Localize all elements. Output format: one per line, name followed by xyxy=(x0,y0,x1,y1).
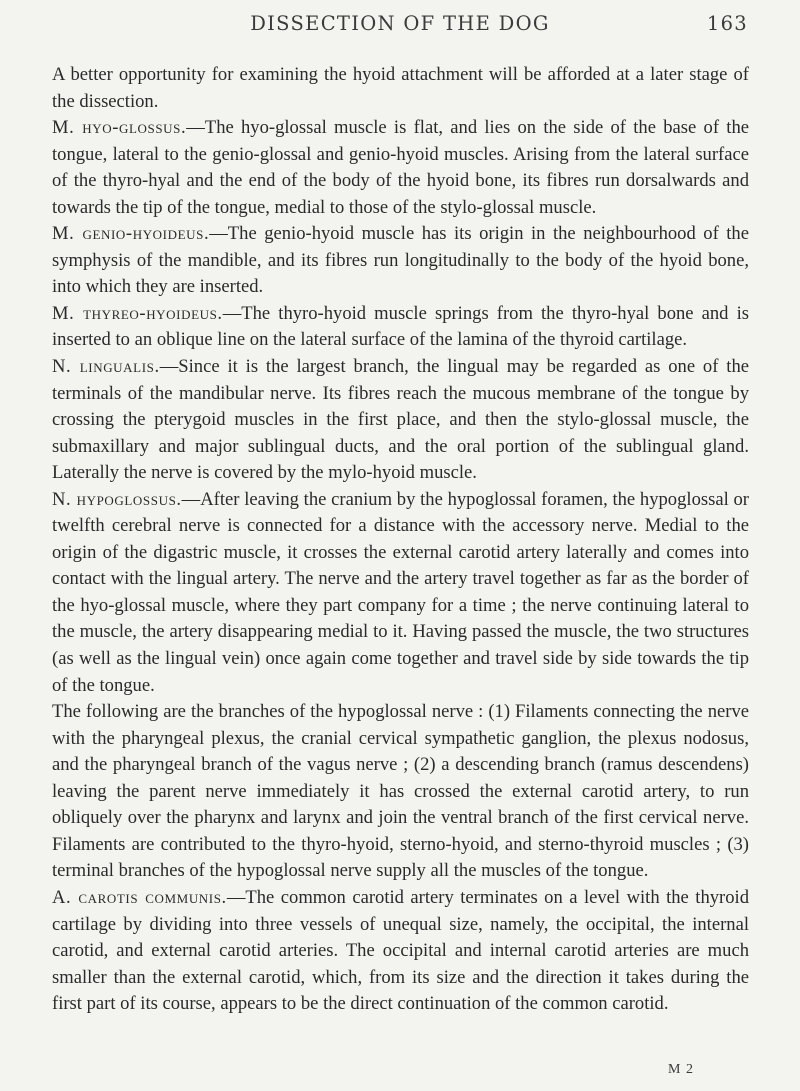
section-label-carotis-communis: A. carotis communis. xyxy=(52,886,227,908)
paragraph-intro xyxy=(52,62,749,115)
running-head: DISSECTION OF THE DOG xyxy=(250,12,550,35)
page-header xyxy=(52,12,748,38)
paragraph-text: —The thyro-hyoid muscle springs from the thyro-hyal bone and is inserted to an oblique line on the lateral surface of the lamina of the thyroid cartilage. xyxy=(52,302,749,351)
paragraph-hypoglossus-branches xyxy=(52,699,749,885)
paragraph-carotis-communis xyxy=(52,885,749,1018)
section-label-lingualis: N. lingualis. xyxy=(52,356,160,378)
paragraph-hypoglossus xyxy=(52,487,749,699)
section-label-hyo-glossus: M. hyo-glossus. xyxy=(52,117,187,139)
paragraph-text: —Since it is the largest branch, the lingual may be regarded as one of the terminals of the mandibular nerve. Its fibres reach the mucous membrane of the tongue by crossing the pterygoid muscles in the first place, and then the stylo-glossal muscle, the submaxillary and major sublingual ducts, and the oral portion of the sublingual gland. Laterally the nerve is covered by the mylo-hyoid muscle. xyxy=(52,356,749,484)
paragraph-hyo-glossus xyxy=(52,115,749,221)
body-text xyxy=(52,62,749,1018)
paragraph-lingualis xyxy=(52,354,749,487)
section-label-genio-hyoideus: M. genio-hyoideus. xyxy=(52,223,210,245)
paragraph-genio-hyoideus xyxy=(52,221,749,301)
paragraph-text: —The genio-hyoid muscle has its origin in the neighbourhood of the symphysis of the mandible, and its fibres run longitudinally to the body of the hyoid bone, into which they are inserted. xyxy=(52,223,749,298)
page-number: 163 xyxy=(706,12,748,35)
paragraph-text: —The hyo-glossal muscle is flat, and lies on the side of the base of the tongue, lateral to the genio-glossal and genio-hyoid muscles. Arising from the lateral surface of the thyro-hyal and the end of the body of the hyoid bone, its fibres run dorsalwards and towards the tip of the tongue, medial to those of the stylo-glossal muscle. xyxy=(52,117,749,218)
section-label-hypoglossus: N. hypoglossus. xyxy=(52,488,182,510)
signature-mark: M 2 xyxy=(668,1062,694,1077)
section-label-thyreo-hyoideus: M. thyreo-hyoideus. xyxy=(52,302,223,324)
paragraph-text: The following are the branches of the hypoglossal nerve : (1) Filaments connecting the nerve with the pharyngeal plexus, the cranial cervical sympathetic ganglion, the plexus nodosus, and the pharyngeal branch of the vagus nerve ; (2) a descending branch (ramus descendens) leaving the parent nerve immediately it has crossed the external carotid artery, to run obliquely over the pharynx and larynx and join the ventral branch of the first cervical nerve. Filaments are contributed to the thyro-hyoid, sterno-hyoid, and sterno-thyroid muscles ; (3) terminal branches of the hypoglossal nerve supply all the muscles of the tongue. xyxy=(52,701,749,882)
paragraph-text: —After leaving the cranium by the hypoglossal foramen, the hypoglossal or twelfth cerebral nerve is connected for a distance with the accessory nerve. Medial to the origin of the digastric muscle, it crosses the external carotid artery laterally and comes into contact with the lingual artery. The nerve and the artery travel together as far as the border of the hyo-glossal muscle, where they part company for a time ; the nerve continuing lateral to the muscle, the artery disappearing medial to it. Having passed the muscle, the two structures (as well as the lingual vein) once again come together and travel side by side towards the tip of the tongue. xyxy=(52,488,749,696)
paragraph-text: —The common carotid artery terminates on a level with the thyroid cartilage by dividing into three vessels of unequal size, namely, the occipital, the internal carotid, and external carotid arteries. The occipital and internal carotid arteries are much smaller than the external carotid, which, from its size and the direction it takes during the first part of its course, appears to be the direct continuation of the common carotid. xyxy=(52,886,749,1015)
paragraph-text: A better opportunity for examining the hyoid attachment will be afforded at a later stage of the dissection. xyxy=(52,64,749,112)
paragraph-thyreo-hyoideus xyxy=(52,301,749,354)
